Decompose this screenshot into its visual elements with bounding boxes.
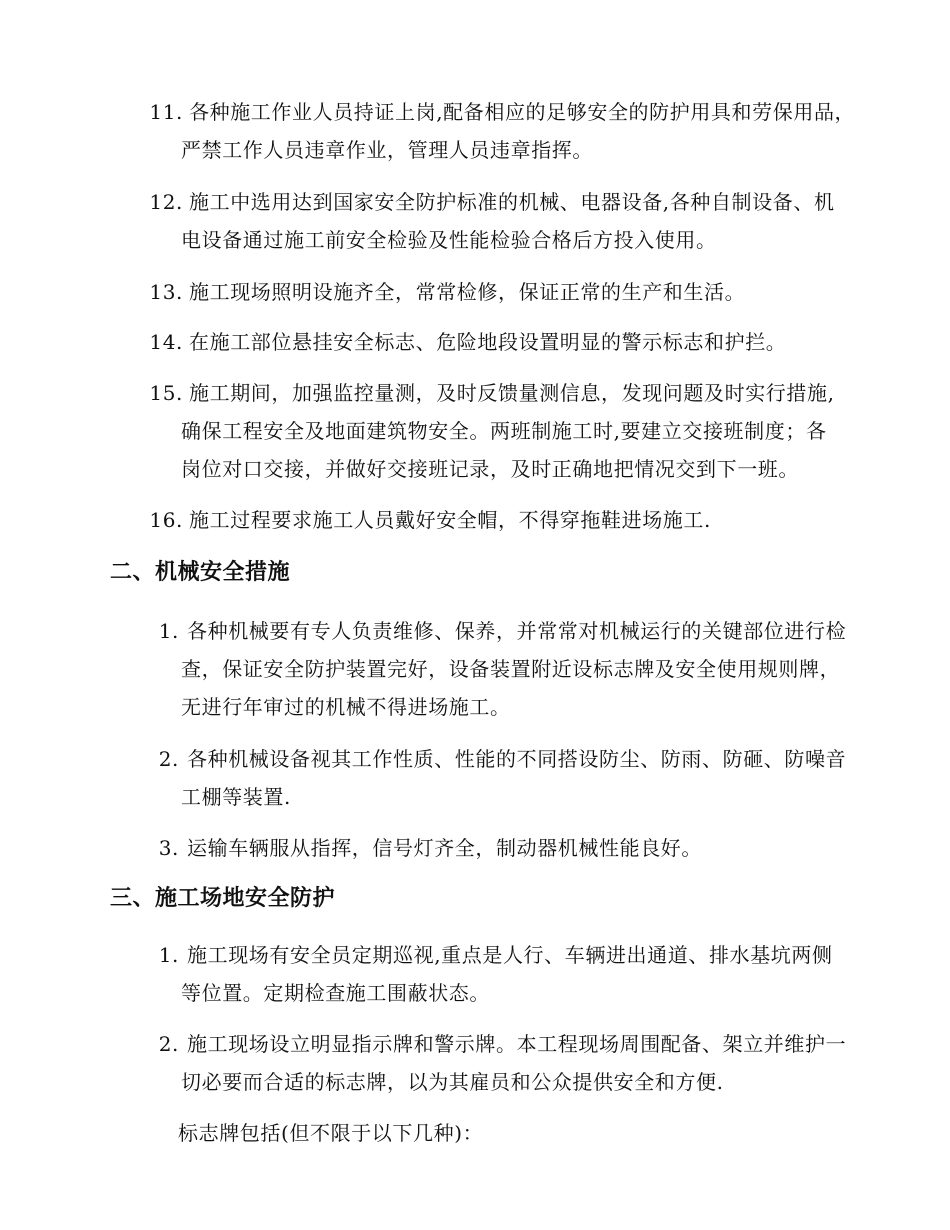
item-number: 3.	[158, 836, 179, 860]
item-text-line: 岗位对口交接，并做好交接班记录，及时正确地把情况交到下一班。	[181, 457, 799, 481]
signboard-note: 标志牌包括(但不限于以下几种)：	[178, 1121, 484, 1145]
item-text-line: 严禁工作人员违章作业，管理人员违章指挥。	[181, 138, 593, 162]
item-text-line: 在施工部位悬挂安全标志、危险地段设置明显的警示标志和护拦。	[189, 330, 787, 354]
item-number: 15.	[149, 381, 183, 405]
item-text-line: 施工现场照明设施齐全，常常检修，保证正常的生产和生活。	[189, 280, 746, 304]
item-text-line: 各种机械设备视其工作性质、性能的不同搭设防尘、防雨、防砸、防噪音	[187, 747, 847, 771]
item-text-line: 施工现场有安全员定期巡视,重点是人行、车辆进出通道、排水基坑两侧	[187, 943, 833, 967]
item-text-line: 施工过程要求施工人员戴好安全帽，不得穿拖鞋进场施工.	[189, 508, 711, 532]
item-text-line: 运输车辆服从指挥，信号灯齐全，制动器机械性能良好。	[187, 836, 702, 860]
item-text-line: 无进行年审过的机械不得进场施工。	[181, 695, 511, 719]
item-number: 1.	[158, 619, 179, 643]
item-text-line: 等位置。定期检查施工围蔽状态。	[181, 981, 490, 1005]
item-text-line: 工棚等装置.	[181, 785, 291, 809]
item-number: 14.	[149, 330, 183, 354]
item-number: 2.	[158, 747, 179, 771]
item-text-line: 切必要而合适的标志牌，以为其雇员和公众提供安全和方便.	[181, 1070, 724, 1094]
section-heading-machinery-safety: 二、机械安全措施	[110, 560, 291, 585]
item-text-line: 各种机械要有专人负责维修、保养，并常常对机械运行的关键部位进行检	[187, 619, 847, 643]
item-number: 2.	[158, 1032, 179, 1056]
item-text-line: 电设备通过施工前安全检验及性能检验合格后方投入使用。	[181, 228, 717, 252]
item-text-line: 施工期间，加强监控量测，及时反馈量测信息，发现问题及时实行措施,	[189, 381, 835, 405]
section-heading-site-safety: 三、施工场地安全防护	[110, 886, 336, 911]
item-number: 1.	[158, 943, 179, 967]
item-number: 11.	[149, 100, 183, 124]
item-number: 12.	[149, 190, 183, 214]
item-text-line: 各种施工作业人员持证上岗,配备相应的足够安全的防护用具和劳保用品，	[189, 100, 856, 124]
item-text-line: 确保工程安全及地面建筑物安全。两班制施工时,要建立交接班制度；各	[181, 419, 827, 443]
item-text-line: 施工中选用达到国家安全防护标准的机械、电器设备,各种自制设备、机	[189, 190, 835, 214]
item-text-line: 施工现场设立明显指示牌和警示牌。本工程现场周围配备、架立并维护一	[187, 1032, 847, 1056]
item-text-line: 查，保证安全防护装置完好，设备装置附近设标志牌及安全使用规则牌，	[181, 657, 841, 681]
item-number: 13.	[149, 280, 183, 304]
item-number: 16.	[149, 508, 183, 532]
